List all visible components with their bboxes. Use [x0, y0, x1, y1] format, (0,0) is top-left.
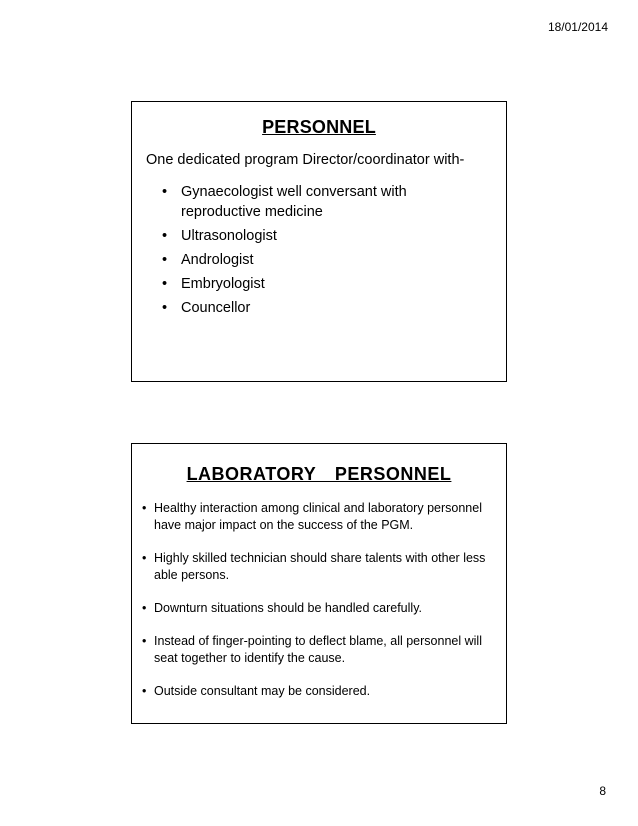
list-item-text: Downturn situations should be handled carefully.	[154, 601, 422, 615]
bullet-icon: •	[142, 551, 147, 565]
slide-personnel	[131, 101, 507, 382]
list-item-text: Outside consultant may be considered.	[154, 684, 371, 698]
bullet-icon: •	[162, 228, 168, 244]
list-item-text: Highly skilled technician should share talents with other less able persons.	[154, 551, 486, 582]
page-date: 18/01/2014	[547, 20, 608, 34]
list-item-text: Gynaecologist well conversant with reproductive medicine	[181, 184, 407, 220]
list-item	[142, 633, 489, 667]
bullet-icon: •	[142, 501, 147, 515]
slide-title: PERSONNEL	[262, 117, 376, 137]
bullet-icon: •	[142, 634, 147, 648]
bullet-icon: •	[162, 276, 168, 292]
list-item	[162, 182, 451, 222]
bullet-icon: •	[142, 601, 147, 615]
list-item-text: Ultrasonologist	[181, 228, 277, 244]
slide-laboratory-personnel	[131, 443, 507, 724]
slide-title: LABORATORY PERSONNEL	[186, 464, 452, 484]
list-item	[142, 500, 489, 534]
bullet-icon: •	[162, 300, 168, 316]
bullet-icon: •	[162, 184, 168, 200]
bullet-icon: •	[162, 252, 168, 268]
list-item-text: Instead of finger-pointing to deflect blame, all personnel will seat together to identify the cause.	[154, 634, 482, 665]
slide-intro: One dedicated program Director/coordinator with-	[146, 152, 465, 168]
list-item-text: Embryologist	[181, 276, 265, 292]
page-number: 8	[599, 784, 606, 798]
list-item	[142, 600, 489, 617]
list-item-text: Andrologist	[181, 252, 254, 268]
list-item	[162, 250, 451, 270]
bullet-list	[132, 500, 506, 700]
list-item	[162, 274, 451, 294]
list-item	[162, 226, 451, 246]
list-item	[142, 683, 489, 700]
list-item	[142, 550, 489, 584]
list-item-text: Healthy interaction among clinical and laboratory personnel have major impact on the success of the PGM.	[154, 501, 482, 532]
list-item	[162, 298, 451, 318]
list-item-text: Councellor	[181, 300, 251, 316]
bullet-list	[132, 182, 506, 318]
bullet-icon: •	[142, 684, 147, 698]
